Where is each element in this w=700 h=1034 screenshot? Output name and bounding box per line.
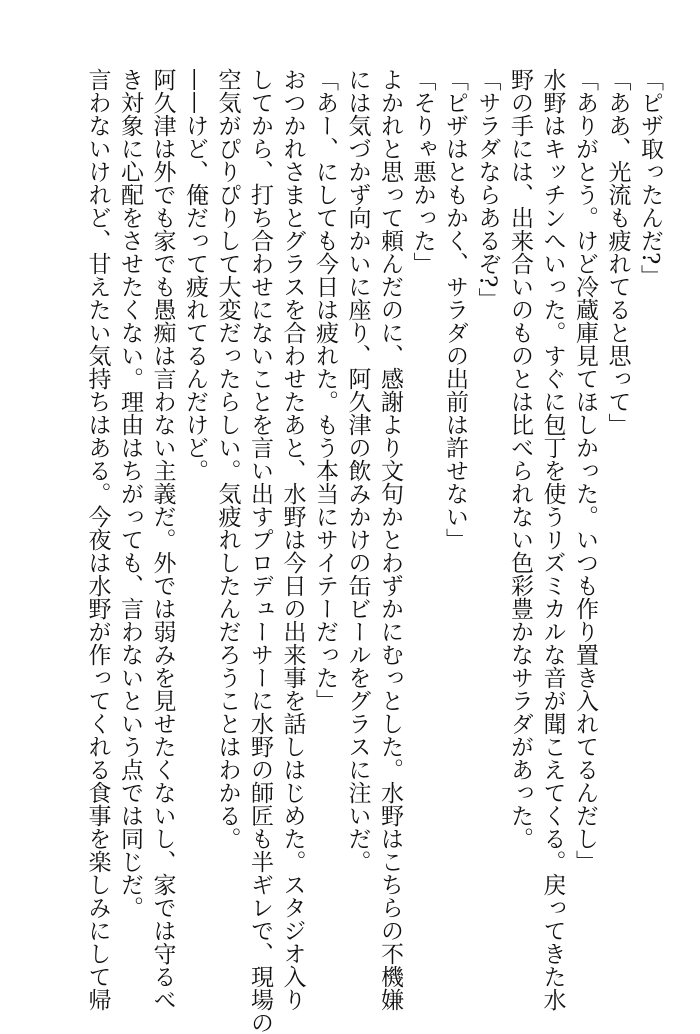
text-line-narration: き対象に心配をさせたくない。理由はちがっても、言わないという点では同じだ。 — [117, 68, 143, 919]
text-line-narration: 言わないけれど、甘えたい気持ちはある。今夜は水野が作ってくれる食事を楽しみにして帰 — [84, 68, 111, 1011]
text-line-narration: おつかれさまとグラスを合わせたあと、水野は今日の出来事を話しはじめた。スタジオ入り — [279, 68, 306, 1011]
text-line-dialogue: 「ありがとう。けど冷蔵庫見てほしかった。いつも作り置き入れてるんだし」 — [572, 68, 598, 873]
text-line-dialogue: 「ああ、光流も疲れてると思って」 — [604, 68, 631, 436]
text-line-monologue: ——けど、俺だって疲れてるんだけど。 — [182, 68, 208, 482]
text-line-narration: には気づかず向かいに座り、阿久津の飲みかけの缶ビールをグラスに注いだ。 — [344, 68, 371, 873]
text-line-narration: 野の手には、出来合いのものとは比べられない色彩豊かなサラダがあった。 — [507, 68, 533, 850]
text-line-narration: 水野はキッチンへいった。すぐに包丁を使うリズミカルな音が聞こえてくる。戻ってきた水 — [539, 68, 566, 1011]
text-line-narration: してから、打ち合わせにないことを言い出すプロデューサーに水野の師匠も半ギレで、現場の — [247, 68, 273, 1034]
vertical-text-body — [81, 68, 666, 1034]
text-line-dialogue: 「ピザはともかく、サラダの出前は許せない」 — [442, 68, 468, 551]
text-line-dialogue: 「あー、にしても今日は疲れた。もう本当にサイテーだった」 — [312, 68, 338, 712]
text-line-narration: 空気がぴりぴりして大変だったらしい。気疲れしたんだろうことはわかる。 — [214, 68, 241, 850]
text-line-narration: よかれと思って頼んだのに、感謝より文句かとわずかにむっとした。水野はこちらの不機嫌 — [377, 68, 403, 1011]
text-line-narration: 阿久津は外でも家でも愚痴は言わない主義だ。外では弱みを見せたくないし、家では守るべ — [149, 68, 176, 1011]
text-line-dialogue: 「ピザ取ったんだ?」 — [637, 68, 663, 288]
text-line-dialogue: 「サラダならあるぞ?」 — [474, 68, 501, 311]
text-line-dialogue: 「そりゃ悪かった」 — [409, 68, 436, 275]
